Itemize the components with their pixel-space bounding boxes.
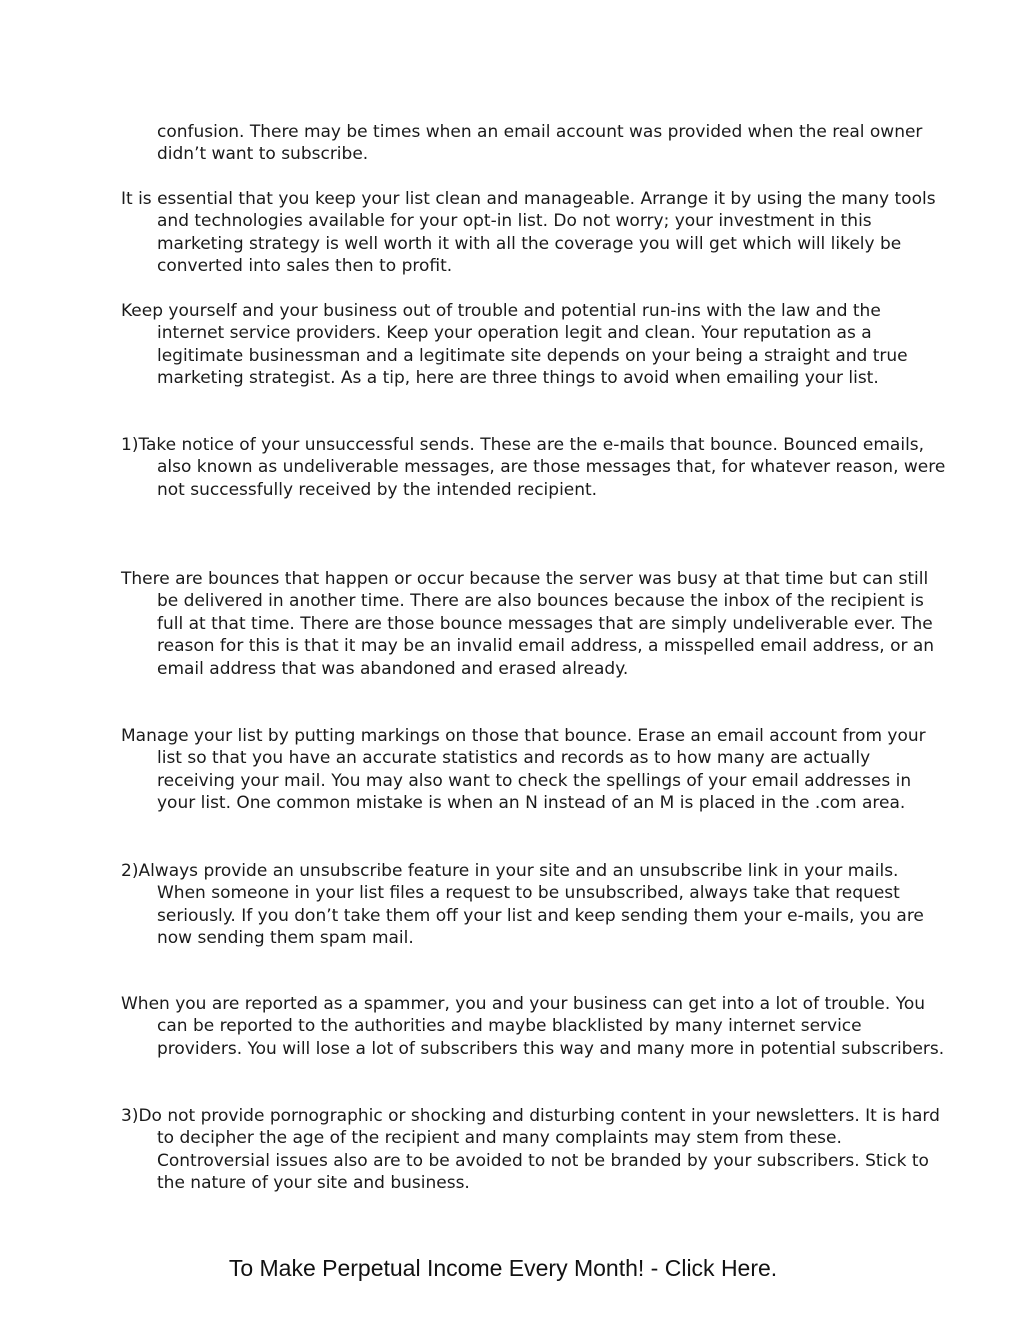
paragraph-manage-list: Manage your list by putting markings on those that bounce. Erase an email account from your list so that you have an accurate statistics and records as to how many are actually receiving your mail. You may also want to check the spellings of your email addresses in your list. One common mistake is when an N instead of an M is placed in the .com area. xyxy=(121,726,926,814)
paragraph-list-clean: It is essential that you keep your list clean and manageable. Arrange it by using the many tools and technologies available for your opt-in list. Do not worry; your investment in this marketing strategy is well worth it with all the coverage you will get which will likely be converted into sales then to profit. xyxy=(121,189,936,277)
paragraph-stay-out-of-trouble: Keep yourself and your business out of trouble and potential run-ins with the law and the internet service providers. Keep your operation legit and clean. Your reputation as a legitimate businessman and a legitimate site depends on your being a straight and true marketing strategist. As a tip, here are three things to avoid when emailing your list. xyxy=(121,301,908,389)
income-click-here-link[interactable]: To Make Perpetual Income Every Month! - Click Here. xyxy=(228,1255,778,1281)
paragraph-tip-3-content: 3)Do not provide pornographic or shocking and disturbing content in your newsletters. It is hard to decipher the age of the recipient and many complaints may stem from these. Controversial issues also are to be avoided to not be branded by your subscribers. Stick to the nature of your site and business. xyxy=(121,1106,940,1194)
paragraph-tip-1-bounces: 1)Take notice of your unsuccessful sends. These are the e-mails that bounce. Bounced emails, also known as undeliverable messages, are those messages that, for whatever reason, were not successfully received by the intended recipient. xyxy=(121,435,946,500)
paragraph-bounce-types: There are bounces that happen or occur because the server was busy at that time but can still be delivered in another time. There are also bounces because the inbox of the recipient is full at that time. There are those bounce messages that are simply undeliverable ever. The reason for this is that it may be an invalid email address, a misspelled email address, or an email address that was abandoned and erased already. xyxy=(121,569,935,679)
paragraph-continuation: confusion. There may be times when an email account was provided when the real owner didn’t want to subscribe. xyxy=(157,122,923,165)
paragraph-spammer-consequences: When you are reported as a spammer, you and your business can get into a lot of trouble. You can be reported to the authorities and maybe blacklisted by many internet service providers. You will lose a lot of subscribers this way and many more in potential subscribers. xyxy=(121,994,945,1059)
paragraph-tip-2-unsubscribe: 2)Always provide an unsubscribe feature in your site and an unsubscribe link in your mails. When someone in your list files a request to be unsubscribed, always take that request seriously. If you don’t take them off your list and keep sending them your e-mails, you are now sending them spam mail. xyxy=(121,861,924,949)
